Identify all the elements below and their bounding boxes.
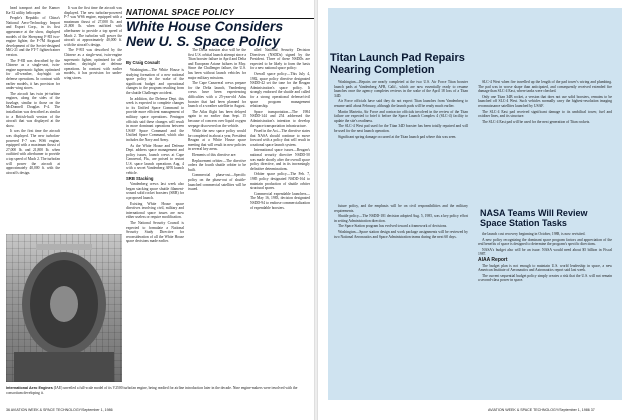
feature-headline: NASA Teams Will Review Space Station Tasks [480,208,588,228]
paragraph: It was the first time the aircraft was displayed. The new turbofan-powered F-7 was WS6 engine, equipped with a maximum thrust of 27,000 lb. and 21,800 lb. when outfitted with afterburner to provide a top speed of Mach 2. The turbofan will power the aircraft at approximately 40,000 ft. with the aircraft's design. [6,129,60,175]
article-column-7 [478,232,612,394]
article-column-5 [250,48,310,384]
page-footer-left: 36 AVIATION WEEK & SPACE TECHNOLOGY/September 1, 1986 [6,408,113,412]
paragraph: Fixed in the Act—The directive states that NASA should continue to move forward with a policy that will result in a national space launch system. [250,129,310,147]
paragraph: The F-8II was described by the Chinese as a single-seat, twin-engine supersonic fighter, optimized for all-weather, day/night air defense operations. In contrast with earlier models, it has provision for under-wing stores. [64,48,122,80]
paragraph: Elements of this directive are: [192,153,237,158]
article-column-1 [6,6,60,228]
photo-caption [6,386,306,395]
byline: By Craig Covault [126,60,160,65]
paragraph: Martin Marietta, Air Force and contractor officials involved in the review of the Titan failure are expected to brief it before the Space Launch Complex 4 (SLC-4) facility to update the site's readiness. [334,109,468,123]
sidebar-column-2 [478,80,612,200]
paragraph: The Atlas flight has been delayed again to no earlier than Sept. 15 because of concern over liquid oxygen seepage discovered on the vehicle. [188,109,246,128]
article-column-6 [334,204,468,394]
paragraph: International space issues—Reagan's national security directive NSDD-50 was made shortly after the overall space policy directive, and in its increasingly definitive determinations. [250,148,310,171]
paragraph: Existing White House space directives involving civil, military and international space issues are now either useless or require modification. [126,201,184,220]
paragraph: Only one Titan 34B rocket, a version that does not use solid boosters, remains to be launched off SLC-4 West. Such vehicles normally carry the highest-resolution imaging reconnaissance satellites launched by USAF. [478,94,612,108]
caption-lead: International Aero Engines [6,386,53,390]
paragraph: The aircraft has twin jet-turbine engines, along the sides of the fuselage, similar to those on the McDonnell Douglas F-4. The installation was described as similar to a British-built version of the aircraft that was displayed at the show. [6,91,60,128]
paragraph: SLC-4 West when fire travelled up the length of the pad tower's wiring and plumbing. The pad was in worse shape than anticipated, and consequently received extended fire damage than SLC-4 East, where tanks were checked. [478,80,612,94]
sidebar-column-1 [334,80,468,200]
paragraph: The SLC-4 East pad received significant damage to its umbilical tower, fuel and oxidizer lines, and its structure. [478,109,612,119]
sidebar-headline: Titan Launch Pad Repairs Nearing Completion [330,52,465,76]
paragraph: People's Republic of China's National Aero-Technology Import and Export Corp., in its first appearance at the show, displayed models of the Shenyang F-8II two-engine fighter, the F-7M Airguard development of the Soviet-designed MiG-21 and the FT-7 fighter/trainer version. [6,16,60,57]
headline: White House Considers New U. S. Space Policy [126,18,284,49]
article-column-2 [64,6,122,228]
turbofan-engine-image [6,234,122,382]
paragraph: Shuttle policy—The NSDD-181 decision adopted Aug. 5, 1985, was a key policy effort in setting Administration direction. [334,214,468,223]
paragraph: Washington—Space station design and work package assignments will be reviewed by two National Aeronautics and Space Administration teams during the next 60 days. [334,229,468,239]
paragraph: In addition, the Defense Dept. this week is expected to complete changes to its Unified Space Command to provide more efficient management of military space operations. Pentagon officials said these changes will result in more dominant operations between USAF Space Command and the Unified Space Command, which also includes the Navy and Army. [126,96,184,142]
paragraph: Washington—The White House is studying formation of a new national space policy in the wake of the significant budget and operational changes to the program resulting from the shuttle Challenger accident. [126,68,184,95]
paragraph: The Delta mission also will be the first U.S. orbital launch attempt since a Titan booster failure in April and Delta and European Ariane failures in May. Since the Challenger failure, the U.S. has been without launch vehicles for major military missions. [188,48,246,80]
paragraph: The Space Station program has evolved toward a framework of decisions. [338,224,448,229]
article-column-4 [188,48,246,384]
paragraph: The SLC-4 East pad will be used for the next generation of Titan rockets. [482,119,591,124]
paragraph: The F-8II was described by the Chinese as a single-seat, twin-engine supersonic fighter, optimized for all-weather, day/night air defense operations. In contrast with earlier models, it has provision for under-wing stores. [6,58,60,91]
paragraph: head transport and the Kamov Ka-32 utility helicopter. [6,6,60,15]
paragraph: The National Security Council is expected to formulate a National Security Study Directive for reconsideration of all the White House space decisions made earlier. [126,221,184,244]
paragraph: NASA's budget also will be an issue. NASA would need about $5 billion in Fiscal 1987. [478,247,612,257]
paragraph: Air Force officials have said they do not expect Titan launches from Vandenberg to resume until about February, although the launch pads will be ready much earlier. [334,99,468,108]
article-column-3 [126,68,184,384]
paragraph: Vandenberg crews last week also began stacking space shuttle filament-wound solid rocket boosters (SRB) for a proposed launch. [126,182,184,201]
paragraph: The current sequential budget policy simply creates a risk that the U.S. will not remain a second-class power in space. [478,273,612,283]
paragraph: While the new space policy would be completed in about a year, President Reagan at a White House space meeting that will result in new policies in several key areas. [188,129,246,152]
paragraph: A new policy recognizing the dominant space program factors and appreciation of the real benefits of space is designed to determine the program's specific directions. [478,237,612,247]
page-footer-right: AVIATION WEEK & SPACE TECHNOLOGY/September 1, 1986 37 [488,408,595,412]
paragraph: Space transportation—The 1984 NSDD-144 and 254 addressed the Administration's intention to develop the space transportation infrastructure. [250,109,310,128]
paragraph: Washington—Repairs are nearly completed at the two U.S. Air Force Titan booster launch pads at Vandenberg AFB, Calif., which are now essentially ready to resume launches once the agency completes reviews in the wake of the April 18 loss of a Titan 34D. [334,80,468,98]
paragraph: As the White House and Defense Dept. address space management and policy issues, launch crews at Cape Canaveral, Fla., are poised to restart U.S. space launch operations Aug. 4 with a secret Vandenberg AFB launch vehicle. [126,143,184,176]
paragraph: The SLC-4 West pad used for the Titan 34D booster has been totally repaired and will be used for the next launch operation. [334,124,468,133]
paragraph: future policy, and the emphasis will be on civil responsibilities and the military requirements. [334,204,468,213]
paragraph: Commercial expendable launchers—The May 16, 1983, decision designated NSDD-94 to endorse commercialization of expendable boosters. [250,191,310,210]
paragraph: ulled National Security Decision Directives (NSDDs) signed by the President. Three of these NSDDs are expected to be likely to form the basis for a new national space policy: [250,48,310,71]
engine-photo [6,234,122,382]
paragraph: the launch cost recovery beginning in October, 1988, is now revisited. [482,232,586,236]
paragraph: The budget plan is not enough to maintain U.S. world leadership in space, a new American Institute of Aeronautics and Astronautics report said last week. [478,263,612,273]
section-kicker: NATIONAL SPACE POLICY [126,8,235,17]
paragraph: Overall space policy—This July 4, 1982, space policy directive designated NSDD-42 set the tone for the Reagan Administration's space policy. It strongly endorsed the shuttle and called for a strong operational defense/civil space program management relationship. [250,71,310,109]
paragraph: Significant spring damage occurred at the Titan launch pad where this was seen. [338,134,457,139]
left-page [0,0,314,420]
paragraph: It was the first time the aircraft was displayed. The new turbofan-powered F-7 was WS6 engine, equipped with a maximum thrust of 27,000 lb. and 21,800 lb. when outfitted with afterburner to provide a top speed of Mach 2. The turbofan will power the aircraft at approximately 40,000 ft. with the aircraft's design. [64,6,122,47]
paragraph: Replacement orbiter—The directive orders the fourth shuttle orbiter to be built. [188,158,246,172]
paragraph: Orbiter space policy—The Feb. 7, 1985 policy designated NSDD-164 to maintain production of shuttle orbiter structural spares. [250,172,310,191]
subhead: AIAA Report [478,256,508,263]
caption-text: (IAE) unveiled a full-scale model of its V2500 turbofan engine, being readied for airline introduction later in the decade. Nine engine-makers were involved with the consortium developing it. [6,386,298,395]
right-page [318,0,630,420]
paragraph: The Cape Canaveral crews prepare for the Delta launch, Vandenberg crews have been experiencing difficulties with a 25-year-old Atlas booster that had been planned for launch of a weather satellite in August. [188,81,246,109]
subhead: SRB Stacking [126,175,154,181]
paragraph: Commercial phase-out—Specific policy on the phase-out of shuttle-launched commercial satellites will be issued. [188,173,246,192]
